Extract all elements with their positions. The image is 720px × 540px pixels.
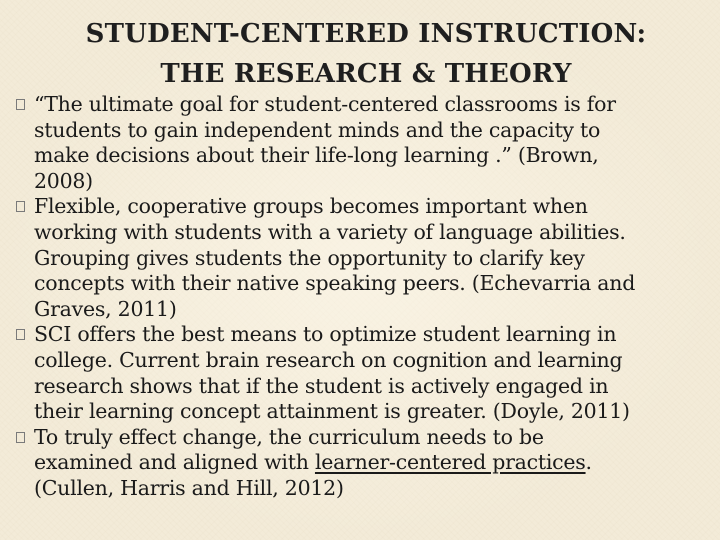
bullet-1-line-2: students to gain independent minds and the capacity to <box>34 117 601 142</box>
bullet-4-line-2-text: examined and aligned with <box>34 450 315 475</box>
learner-centered-practices-text: learner-centered practices <box>314 450 586 475</box>
box-bullet-icon <box>16 201 25 212</box>
box-bullet-icon <box>16 99 25 110</box>
bullet-item-3 <box>16 322 712 424</box>
bullet-item-1 <box>16 92 712 194</box>
bullet-2-line-2: working with students with a variety of language abilities. <box>34 219 626 244</box>
bullet-1-line-1: “The ultimate goal for student-centered classrooms is for <box>34 92 616 116</box>
bullet-2-line-1: Flexible, cooperative groups becomes important when <box>34 194 588 219</box>
bullet-2-line-4: concepts with their native speaking peers. (Echevarria and <box>34 271 636 296</box>
bullet-4-period: . <box>585 450 592 475</box>
bullet-4-line-3: (Cullen, Harris and Hill, 2012) <box>34 475 344 500</box>
title-line-1: STUDENT-CENTERED INSTRUCTION: <box>85 19 647 49</box>
bullet-4-line-1: To truly effect change, the curriculum needs to be <box>34 424 544 449</box>
bullet-1-line-4: 2008) <box>34 168 93 193</box>
bullet-1-line-3: make decisions about their life-long learning .” (Brown, <box>34 143 599 168</box>
bullet-3-line-2: college. Current brain research on cognition and learning <box>34 347 623 372</box>
bullet-4-line-2 <box>34 450 712 476</box>
box-bullet-icon <box>16 432 25 443</box>
box-bullet-icon <box>16 329 25 340</box>
bullet-2-line-5: Graves, 2011) <box>34 296 177 321</box>
title-line-2: THE RESEARCH & THEORY <box>160 59 572 89</box>
bullet-item-2 <box>16 194 712 322</box>
bullet-list <box>16 92 712 502</box>
bullet-item-4 <box>16 425 712 502</box>
bullet-3-line-4: their learning concept attainment is greater. (Doyle, 2011) <box>34 399 630 424</box>
bullet-3-line-3: research shows that if the student is actively engaged in <box>34 373 609 398</box>
bullet-3-line-1: SCI offers the best means to optimize student learning in <box>34 322 617 347</box>
slide-title <box>36 14 696 94</box>
bullet-2-line-3: Grouping gives students the opportunity to clarify key <box>34 245 585 270</box>
